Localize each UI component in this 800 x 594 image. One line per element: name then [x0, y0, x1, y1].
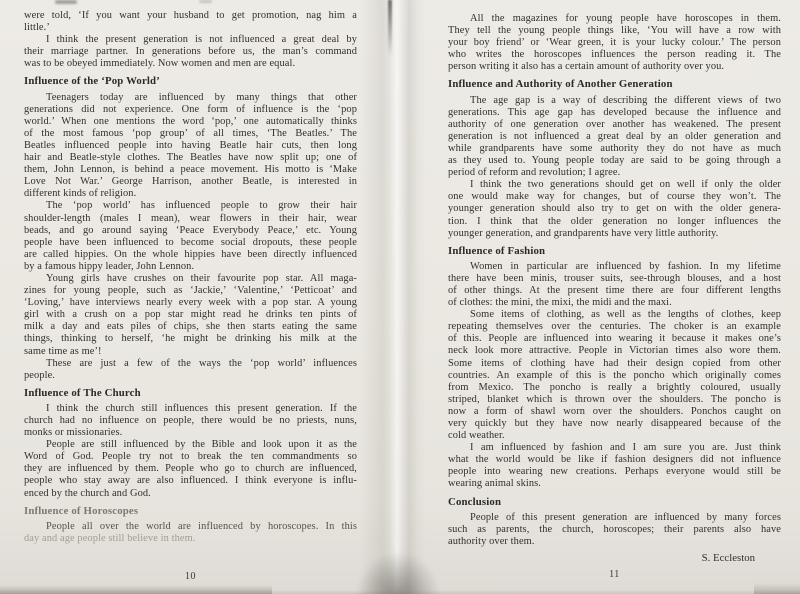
paragraph: [448, 261, 781, 309]
text-line: their marriage partner. In generations before us, the man’s command: [24, 46, 357, 58]
text-line: things, thinking to herself, ‘he might be drinking his milk at the: [24, 333, 357, 345]
text-line: one would make way for changes, but of course they won’t. The: [448, 191, 781, 203]
paragraph: [24, 200, 357, 273]
section-heading: Influence of Horoscopes: [24, 504, 139, 517]
section-heading: Influence of Fashion: [448, 244, 546, 257]
text-line: enced by the church and God.: [24, 487, 151, 499]
text-line: same time as me’!: [24, 345, 102, 357]
text-line: countries. An example of this is the poncho which originally comes: [448, 369, 781, 381]
text-line: hair and Beatle-style clothes. The Beatles have now split up; one of: [24, 152, 357, 164]
scan-edge-bottom-left: [0, 585, 272, 594]
paragraph: [448, 95, 781, 180]
text-line: people into wearing new creations. Perhaps everyone would still be: [448, 466, 781, 478]
text-line: People are still influenced by the Bible and look upon it as the: [46, 439, 357, 451]
text-line: of other things. At the present time there are four different lengths: [448, 284, 781, 296]
text-line: milk a day and eats piles of chips, she then starts eating the same: [24, 321, 357, 333]
text-line: by a famous hippy leader, John Lennon.: [24, 260, 195, 272]
text-line: Word of God. People try not to break the ten commandments so: [24, 451, 357, 463]
paragraph: [448, 13, 781, 73]
page-number-right: 11: [609, 569, 620, 580]
paragraph: [24, 92, 357, 201]
text-line: while grandparents have some authority they do not have as much: [448, 142, 781, 154]
text-line: Some items of clothing have had their design copied from other: [448, 357, 781, 369]
text-line: them, John Lennon, is behind a peace movement. His motto is ‘Make: [24, 164, 357, 176]
text-line: they are influenced by them. People who go to church are influenced,: [24, 463, 357, 475]
text-line: People all over the world are influenced by horoscopes. In this: [46, 520, 357, 532]
text-line: neck look more attractive. People in Victorian times also wore them.: [448, 345, 781, 357]
text-line: I think the present generation is not influenced a great deal by: [46, 34, 357, 46]
section-heading: Influence and Authority of Another Generation: [448, 78, 673, 91]
text-line: tion. I think that the older generation no longer influences the: [448, 215, 781, 227]
text-line: Beatles influenced people into having Beatle hair cuts, then long: [24, 139, 357, 151]
paragraph: [24, 439, 357, 499]
text-line: Teenagers today are influenced by many things that other: [46, 91, 357, 103]
scan-smudge-top-left: [55, 0, 77, 4]
paragraph: [448, 442, 781, 490]
scan-edge-bottom: [0, 590, 800, 594]
text-line: day and age people still believe in them.: [24, 532, 196, 544]
paragraph: [24, 34, 357, 70]
text-line: church had no influence on people, there would be no priests, nuns,: [24, 415, 357, 426]
text-line: were told, ‘If you want your husband to get promotion, nag him a: [24, 10, 357, 21]
paragraph: [448, 309, 781, 442]
text-line: Love Not War.’ George Harrison, another Beatle, is interested in: [24, 176, 357, 188]
text-line: The ‘pop world’ has influenced people to grow their hair: [46, 200, 357, 212]
paragraph: [448, 179, 781, 239]
text-line: ‘Loving,’ have interviews nearly every week with a pop star. A young: [24, 297, 357, 309]
text-line: of the most famous ‘pop group’ of all times, ‘The Beatles.’ The: [24, 127, 357, 139]
page-10-content: [24, 10, 357, 545]
text-line: I think the church still influences this present generation. If the: [46, 402, 357, 414]
text-line: younger generation, and grandparents have very little authority.: [448, 227, 719, 239]
page-number-left: 10: [185, 571, 196, 582]
paragraph: [24, 521, 357, 545]
text-line: of this. People are influenced into wearing it because it makes one’s: [448, 333, 781, 345]
paragraph: [24, 403, 357, 439]
text-line: period of reform and revolution; I agree.: [448, 167, 621, 179]
text-line: repeating themselves over the centuries. The choker is an example: [448, 321, 781, 333]
text-line: people.: [24, 369, 55, 381]
text-line: who writes the horoscopes influences the person reading it. The: [448, 49, 781, 61]
text-line: what the world would be like if fashion designers did not influence: [448, 454, 781, 466]
text-line: The age gap is a way of describing the different views of two: [470, 94, 781, 106]
text-line: world.’ When one mentions the word ‘pop,’ one automatically thinks: [24, 115, 357, 127]
text-line: very quickly but they have now nearly disappeared because of the: [448, 418, 781, 429]
text-line: are called hippies. On the whole hippies have been directly influenced: [24, 248, 357, 260]
text-line: person writing it also has a certain amount of authority over you.: [448, 61, 725, 73]
text-line: I am influenced by fashion and I am sure you are. Just think: [470, 442, 781, 454]
text-line: Some items of clothing, as well as the lengths of clothes, keep: [470, 309, 781, 321]
text-line: authority over them.: [448, 535, 535, 547]
section-heading: Conclusion: [448, 495, 502, 508]
section-heading: Influence of the ‘Pop World’: [24, 75, 160, 88]
paragraph: [24, 358, 357, 382]
text-line: younger generation should also try to get on with the older genera-: [448, 203, 781, 215]
text-line: generation is not influenced a great deal by an older generation and: [448, 130, 781, 142]
text-line: Women in particular are influenced by fashion. In my lifetime: [470, 260, 781, 272]
text-line: such as parents, the church, horoscopes; their parents also have: [448, 523, 781, 535]
author-signature: S. Eccleston: [701, 551, 755, 564]
text-line: cold weather.: [448, 430, 505, 442]
text-line: authority of one generation over another has weakened. The present: [448, 118, 781, 130]
text-line: striped, blanket which is thrown over the shoulders. The poncho is: [448, 393, 781, 405]
text-line: was to be obeyed immediately. Now women and men are equal.: [24, 58, 296, 70]
text-line: All the magazines for young people have horoscopes in them.: [470, 13, 781, 24]
text-line: little.’: [24, 22, 50, 34]
section-heading: Influence of The Church: [24, 386, 141, 399]
paragraph: [24, 273, 357, 358]
text-line: They tell the young people things like, ‘You will have a row with: [448, 25, 781, 37]
binding-gutter-shadow: [360, 0, 426, 594]
text-line: Young girls have crushes on their favourite pop star. All maga-: [46, 272, 357, 284]
paragraph: [24, 10, 357, 34]
text-line: from Mexico. The poncho is really a brightly coloured, usually: [448, 381, 781, 393]
text-line: now a form of shawl worn over the shoulders. Ponchos caught on: [448, 405, 781, 417]
text-line: people have been influenced to become social dropouts, these people: [24, 236, 357, 248]
page-11-content: [448, 13, 781, 564]
scan-smudge-top: [199, 0, 212, 3]
text-line: generations. This age gap has developed because the influence and: [448, 106, 781, 118]
text-line: as they used to. Young people today are said to be going through a: [448, 155, 781, 167]
text-line: People of this present generation are influenced by many forces: [470, 511, 781, 523]
gutter-bottom-shadow: [352, 548, 444, 594]
text-line: there have been minis, trouser suits, see-through blouses, and a host: [448, 272, 781, 284]
text-line: generations did not experience. One form of influence is the ‘pop: [24, 103, 357, 115]
text-line: shoulder-length (males I mean), wear flowers in their hair, wear: [24, 212, 357, 224]
paragraph: [448, 512, 781, 548]
text-line: your boy friend’ or ‘Wear green, it is your lucky colour.’ The person: [448, 37, 781, 49]
text-line: different kinds of religion.: [24, 188, 137, 200]
gutter-top-crease: [388, 0, 392, 56]
text-line: monks or missionaries.: [24, 427, 123, 439]
text-line: beads, and go around saying ‘Peace Everybody Peace,’ etc. Young: [24, 224, 357, 236]
text-line: girl with a crush on a pop star might read he drinks ten pints of: [24, 309, 357, 321]
text-line: These are just a few of the ways the ‘pop world’ influences: [46, 357, 357, 369]
text-line: of clothes: the mini, the mixi, the midi and the maxi.: [448, 297, 672, 309]
text-line: people who stay away are also influenced. I think everyone is influ-: [24, 475, 357, 487]
text-line: wearing animal skins.: [448, 478, 541, 490]
scan-edge-bottom-right: [754, 583, 800, 594]
text-line: zines for young people, such as ‘Jackie,’ ‘Valentine,’ ‘Petticoat’ and: [24, 285, 357, 297]
text-line: I think the two generations should get on well if only the older: [470, 179, 781, 191]
